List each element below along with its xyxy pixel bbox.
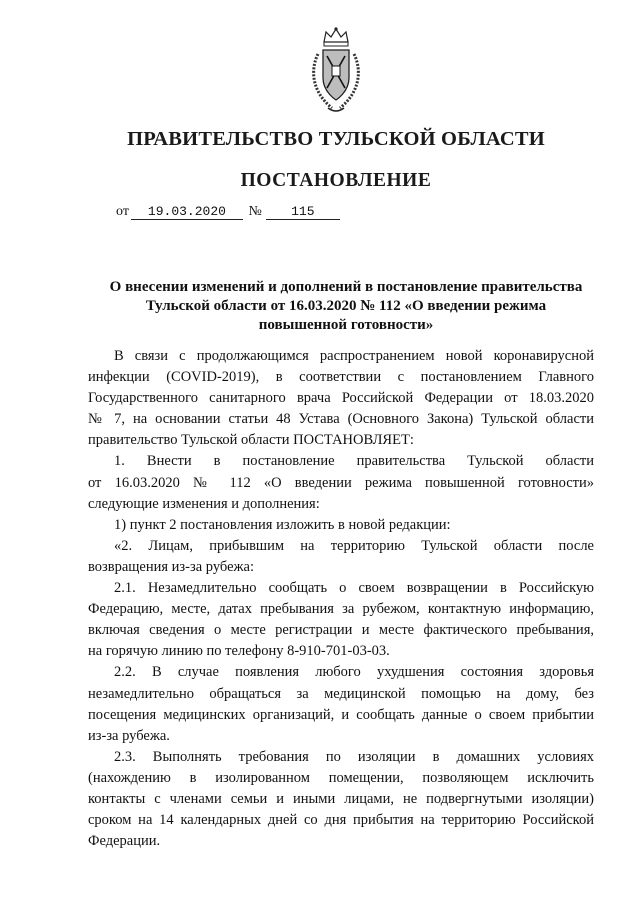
body-text-line: включая сведения о месте регистрации и месте фактического пребывания,: [88, 622, 594, 639]
body-text-line: 1. Внести в постановление правительства Тульской области: [114, 453, 594, 470]
document-type: ПОСТАНОВЛЕНИЕ: [240, 170, 432, 191]
body-text-line: возвращения из-за рубежа:: [88, 558, 254, 575]
body-text-line: следующие изменения и дополнения:: [88, 495, 320, 512]
body-text-line: № 7, на основании статьи 48 Устава (Основного Закона) Тульской области: [88, 411, 594, 428]
document-date: 19.03.2020: [131, 204, 243, 220]
date-number-line: [116, 204, 340, 220]
body-text-line: правительство Тульской области ПОСТАНОВЛЯЕТ:: [88, 432, 414, 449]
title-line: О внесении изменений и дополнений в постановление правительства: [109, 279, 583, 295]
body-text-line: от 16.03.2020 № 112 «О введении режима повышенной готовности»: [88, 474, 594, 491]
date-label: от: [116, 204, 129, 219]
body-text-line: из-за рубежа.: [88, 727, 170, 744]
body-text-line: сроком на 14 календарных дней со дня прибытия на территорию Российской: [88, 812, 594, 829]
body-text-line: инфекции (COVID-2019), в соответствии с постановлением Главного: [88, 369, 594, 386]
document-body: [88, 346, 594, 852]
title-line: повышенной готовности»: [258, 317, 434, 333]
body-text-line: 1) пункт 2 постановления изложить в новой редакции:: [114, 516, 451, 533]
body-text-line: «2. Лицам, прибывшим на территорию Тульской области после: [114, 537, 594, 554]
body-text-line: контакты с членами семьи и иными лицами, не подвергнутыми изоляции): [88, 790, 594, 807]
coat-of-arms-emblem: [308, 26, 364, 116]
body-text-line: Федерации.: [88, 833, 161, 850]
body-text-line: 2.1. Незамедлительно сообщать о своем возвращении в Российскую: [114, 580, 594, 597]
document-title: [96, 278, 596, 335]
body-text-line: (нахождению в изолированном помещении, позволяющем исключить: [88, 769, 594, 786]
body-text-line: посещения медицинских организаций, и сообщать данные о своем прибытии: [88, 706, 594, 723]
body-text-line: В связи с продолжающимся распространением новой коронавирусной: [114, 348, 594, 364]
body-text-line: на горячую линию по телефону 8-910-701-03-03.: [88, 643, 390, 660]
organization-name: ПРАВИТЕЛЬСТВО ТУЛЬСКОЙ ОБЛАСТИ: [127, 128, 545, 150]
body-text-line: незамедлительно обращаться за медицинской помощью на дому, без: [88, 685, 594, 702]
document-number: 115: [266, 204, 340, 220]
body-text-line: 2.2. В случае появления любого ухудшения состояния здоровья: [114, 664, 594, 681]
title-line: Тульской области от 16.03.2020 № 112 «О введении режима: [145, 298, 547, 314]
body-text-line: Федерацию, месте, датах пребывания за рубежом, контактную информацию,: [88, 601, 594, 618]
body-text-line: 2.3. Выполнять требования по изоляции в домашних условиях: [114, 748, 594, 765]
number-label: №: [248, 204, 262, 219]
coat-of-arms-icon: [308, 26, 364, 116]
body-text-line: Государственного санитарного врача Российской Федерации от 18.03.2020: [88, 390, 594, 407]
